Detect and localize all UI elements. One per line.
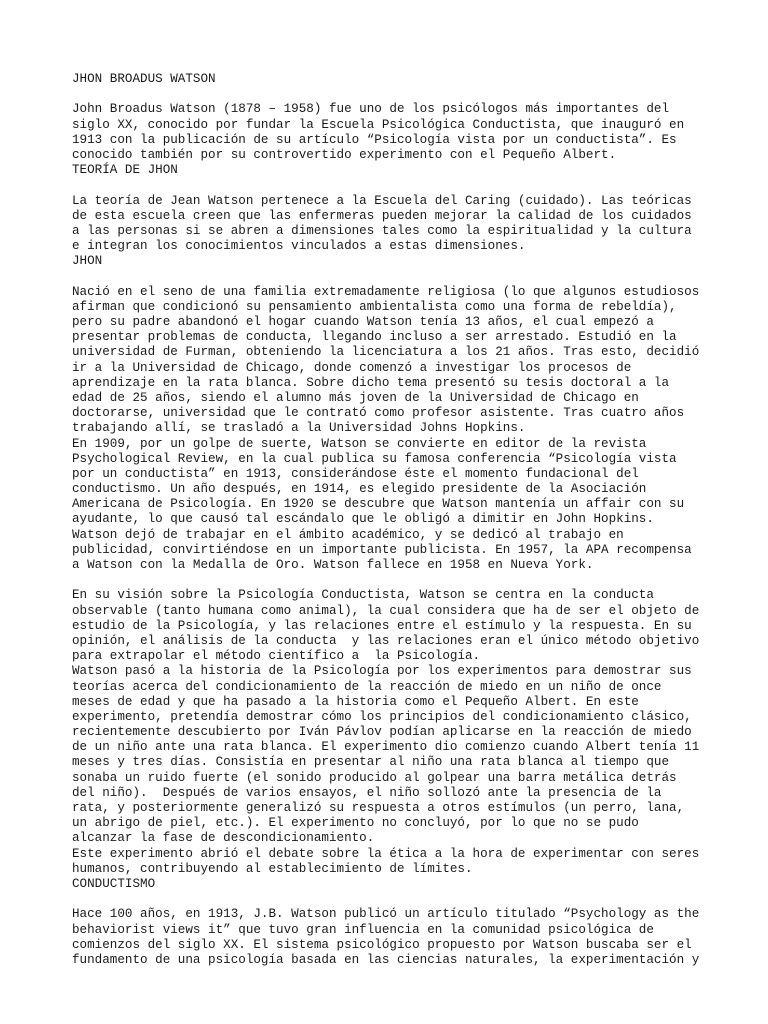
text-line: behaviorist views it” que tuvo gran influencia en la comunidad psicológica de — [72, 922, 654, 937]
text-line: meses de edad y que ha pasado a la historia como el Pequeño Albert. En este — [72, 694, 639, 709]
text-line: por un conductista” en 1913, considerándose éste el momento fundacional del — [72, 466, 639, 481]
text-line: Nació en el seno de una familia extremadamente religiosa (lo que algunos estudiosos — [72, 284, 700, 299]
text-line: presentar problemas de conducta, llegando incluso a ser arrestado. Estudió en la — [72, 330, 677, 345]
text-line: ayudante, lo que causó tal escándalo que le obligó a dimitir en John Hopkins. — [72, 512, 654, 527]
text-line: doctorarse, universidad que le contrató como profesor asistente. Tras cuatro años — [72, 406, 685, 421]
text-line — [72, 892, 712, 907]
text-line: aprendizaje en la rata blanca. Sobre dicho tema presentó su tesis doctoral a la — [72, 375, 670, 390]
text-line: a Watson con la Medalla de Oro. Watson fallece en 1958 en Nueva York. — [72, 558, 594, 572]
text-line: En su visión sobre la Psicología Conductista, Watson se centra en la conducta — [72, 588, 654, 603]
text-line: edad de 25 años, siendo el alumno más joven de la Universidad de Chicago en — [72, 390, 639, 405]
text-line — [72, 269, 712, 284]
text-line: opinión, el análisis de la conducta y las relaciones eran el único método objetivo — [72, 633, 700, 648]
text-line — [72, 178, 712, 193]
text-line: estudio de la Psicología, y las relaciones entre el estímulo y la respuesta. En su — [72, 618, 692, 633]
text-line: de esta escuela creen que las enfermeras pueden mejorar la calidad de los cuidados — [72, 208, 692, 223]
text-line: meses y tres días. Consistía en presentar al niño una rata blanca al tiempo que — [72, 755, 670, 770]
text-line: universidad de Furman, obteniendo la licenciatura a los 21 años. Tras esto, decidió — [72, 345, 700, 360]
text-line: JHON — [72, 254, 103, 269]
text-line: pero su padre abandonó el hogar cuando Watson tenía 13 años, el cual empezó a — [72, 315, 654, 329]
text-line: para extrapolar el método científico a la Psicología. — [72, 649, 481, 664]
text-line: experimento, pretendía demostrar cómo los principios del condicionamiento clásico, — [72, 709, 692, 724]
text-line: Psychological Review, en la cual publica su famosa conferencia “Psicología vista — [72, 451, 677, 466]
text-line: humanos, contribuyendo al establecimiento de límites. — [72, 861, 473, 876]
text-line: ir a la Universidad de Chicago, donde comenzó a investigar los procesos de — [72, 360, 632, 375]
text-line: e integran los conocimientos vinculados a estas dimensiones. — [72, 239, 526, 254]
text-line: publicidad, convirtiéndose en un importante publicista. En 1957, la APA recompensa — [72, 542, 692, 557]
text-line: un abrigo de piel, etc.). El experimento no concluyó, por lo que no se pudo — [72, 816, 639, 831]
text-line: sonaba un ruido fuerte (el sonido producido al golpear una barra metálica detrás — [72, 770, 677, 785]
text-line: conocido también por su controvertido experimento con el Pequeño Albert. — [72, 147, 617, 162]
text-line: Hace 100 años, en 1913, J.B. Watson publicó un artículo titulado “Psychology as the — [72, 907, 700, 922]
text-line: Americana de Psicología. En 1920 se descubre que Watson mantenía un affair con su — [72, 497, 685, 512]
text-line: TEORÍA DE JHON — [72, 163, 178, 178]
text-line: John Broadus Watson (1878 – 1958) fue uno de los psicólogos más importantes del — [72, 102, 670, 117]
text-line: comienzos del siglo XX. El sistema psicológico propuesto por Watson buscaba ser el — [72, 937, 692, 952]
text-line: teorías acerca del condicionamiento de la reacción de miedo en un niño de once — [72, 679, 662, 694]
text-line: siglo XX, conocido por fundar la Escuela Psicológica Conductista, que inauguró en — [72, 117, 685, 132]
text-line: de un niño ante una rata blanca. El experimento dio comienzo cuando Albert tenía 11 — [72, 740, 700, 755]
text-line — [72, 573, 712, 588]
text-line: alcanzar la fase de descondicionamiento. — [72, 831, 375, 846]
text-line: observable (tanto humana como animal), la cual considera que ha de ser el objeto de — [72, 603, 700, 618]
text-line: JHON BROADUS WATSON — [72, 72, 216, 86]
text-line: conductismo. Un año después, en 1914, es elegido presidente de la Asociación — [72, 482, 647, 497]
text-line: Este experimento abrió el debate sobre la ética a la hora de experimentar con seres — [72, 846, 700, 861]
text-line: afirman que condicionó su pensamiento ambientalista como una forma de rebeldía), — [72, 299, 677, 314]
text-line: a las personas si se abren a dimensiones tales como la espiritualidad y la cultura — [72, 223, 692, 238]
text-line: Watson dejó de trabajar en el ámbito académico, y se dedicó al trabajo en — [72, 527, 624, 542]
text-line: Watson pasó a la historia de la Psicología por los experimentos para demostrar sus — [72, 664, 692, 679]
text-line: trabajando allí, se trasladó a la Universidad Johns Hopkins. — [72, 421, 526, 436]
text-line: En 1909, por un golpe de suerte, Watson se convierte en editor de la revista — [72, 436, 647, 451]
text-line: 1913 con la publicación de su artículo “Psicología vista por un conductista”. Es — [72, 132, 677, 147]
text-line: del niño). Después de varios ensayos, el niño sollozó ante la presencia de la — [72, 785, 662, 800]
text-line: La teoría de Jean Watson pertenece a la Escuela del Caring (cuidado). Las teóricas — [72, 193, 692, 208]
text-line: fundamento de una psicología basada en las ciencias naturales, la experimentación y — [72, 952, 700, 967]
text-line: rata, y posteriormente generalizó su respuesta a otros estímulos (un perro, lana, — [72, 801, 685, 815]
document-page — [72, 72, 712, 968]
text-line: CONDUCTISMO — [72, 876, 156, 891]
text-line: recientemente descubierto por Iván Pávlov podían aplicarse en la reacción de miedo — [72, 725, 692, 740]
text-line — [72, 87, 712, 102]
